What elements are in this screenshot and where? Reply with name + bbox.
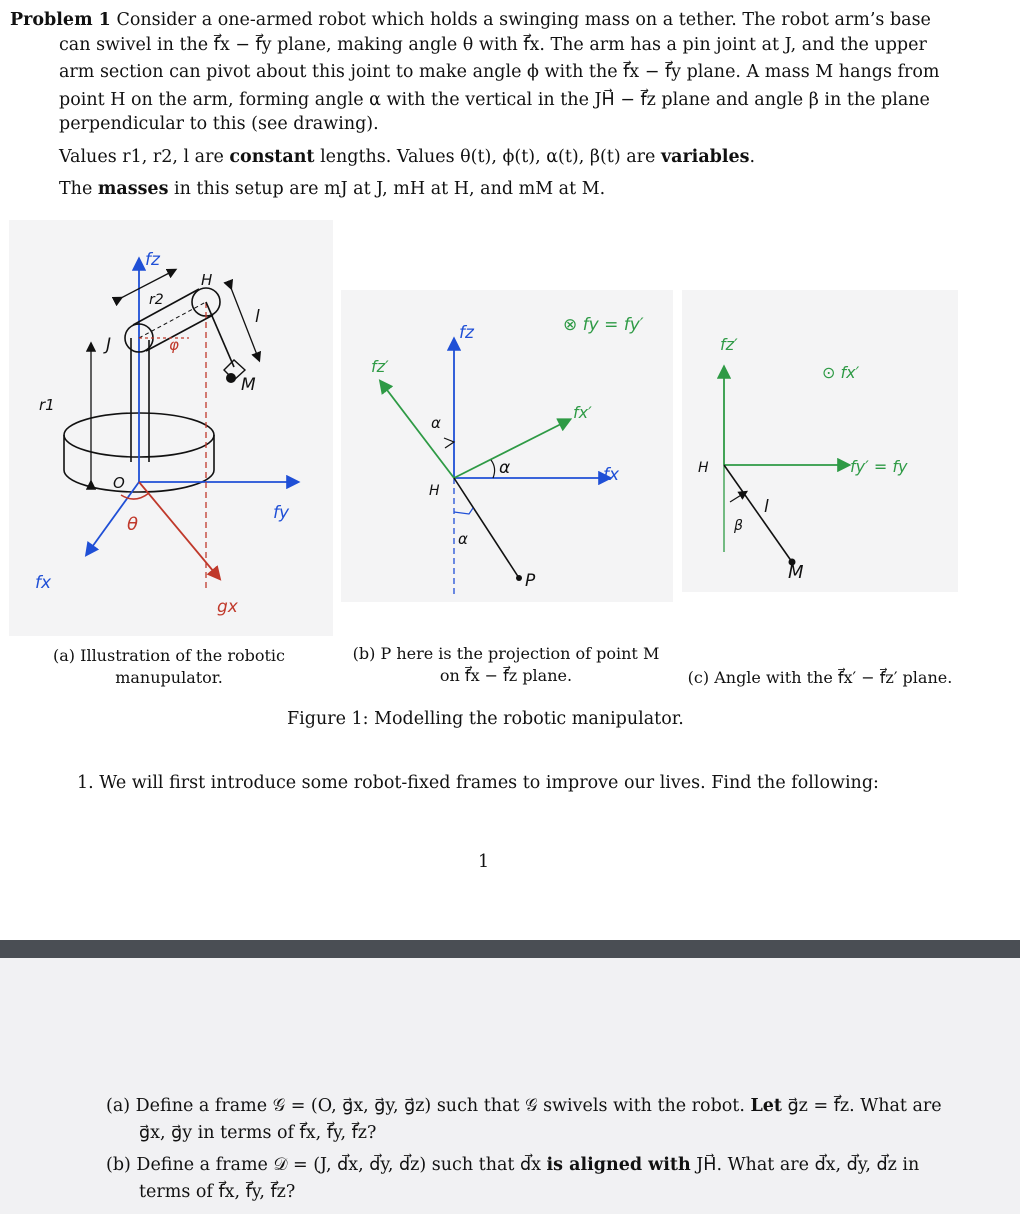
question-intro: 1. We will first introduce some robot-fixed frames to improve our lives. Find the following: xyxy=(77,773,879,793)
subquestion-b-text-a: (b) Define a frame 𝒟 = (J, d⃗x, d⃗y, d⃗z) such that d⃗x xyxy=(106,1155,547,1175)
label-alpha-bottom: α xyxy=(458,530,468,548)
subquestion-b-line-1 xyxy=(106,1153,919,1177)
page-2 xyxy=(0,958,1020,1214)
label-fz: fz xyxy=(145,250,160,270)
problem-text: Consider a one-armed robot which holds a swinging mass on a tether. The robot arm’s base xyxy=(116,10,931,30)
caption-a-line-2: manupulator. xyxy=(115,668,223,687)
figure-b-projection xyxy=(341,290,673,602)
subquestion-b-keyword: is aligned with xyxy=(546,1155,691,1175)
problem-paragraph-line-3: arm section can pivot about this joint to make angle ϕ with the f⃗x − f⃗y plane. A mass M hangs from xyxy=(59,62,940,82)
label-alpha-top: α xyxy=(431,414,441,432)
label-fx-b: fx xyxy=(603,465,620,485)
label-r2: r2 xyxy=(149,292,164,308)
masses-keyword: masses xyxy=(97,179,169,199)
label-fz-b: fz xyxy=(459,323,474,343)
point-p xyxy=(516,575,522,581)
constants-text-c: . xyxy=(749,147,756,167)
problem-paragraph-line-4: point H on the arm, forming angle α with the vertical in the JH⃗ − f⃗z plane and angle β in the plane xyxy=(59,90,930,110)
figure-main-caption: Figure 1: Modelling the robotic manipulator. xyxy=(287,709,684,729)
label-h-b: H xyxy=(429,483,440,499)
figure-a-background xyxy=(9,220,333,636)
caption-b-line-1: (b) P here is the projection of point M xyxy=(352,644,660,663)
label-fy: fy xyxy=(273,503,290,523)
label-fy-prime-equal: fy′ = fy xyxy=(850,457,908,476)
figure-b-background xyxy=(341,290,673,602)
label-fz-prime: fz′ xyxy=(371,357,389,376)
problem-paragraph-line-2: can swivel in the f⃗x − f⃗y plane, making angle θ with f⃗x. The arm has a pin joint at J, and the upper xyxy=(59,35,927,55)
page-separator-bar xyxy=(0,940,1020,958)
subquestion-a-text-a: (a) Define a frame 𝒢 = (O, g⃗x, g⃗y, g⃗z) such that 𝒢 swivels with the robot. xyxy=(106,1096,751,1116)
caption-a-line-1: (a) Illustration of the robotic xyxy=(53,646,285,665)
label-h: H xyxy=(201,271,213,289)
problem-paragraph-line-5: perpendicular to this (see drawing). xyxy=(59,114,379,134)
mass-m-dot xyxy=(226,373,236,383)
subquestion-b-line-2: terms of f⃗x, f⃗y, f⃗z? xyxy=(139,1182,296,1202)
label-m: M xyxy=(241,375,256,395)
caption-b-line-2: on f⃗x − f⃗z plane. xyxy=(439,666,573,685)
label-r1: r1 xyxy=(39,396,55,414)
subquestion-a-text-b: g⃗z = f⃗z. What are xyxy=(782,1096,942,1116)
label-fz-prime-c: fz′ xyxy=(720,335,738,354)
label-fx-prime-dot: ⊙ fx′ xyxy=(822,363,860,382)
label-j: J xyxy=(106,335,112,355)
label-o: O xyxy=(113,474,125,492)
subquestion-b-text-b: JH⃗. What are d⃗x, d⃗y, d⃗z in xyxy=(690,1155,920,1175)
masses-text-a: The xyxy=(59,179,98,199)
label-fx: fx xyxy=(35,573,52,593)
label-phi: φ xyxy=(169,336,179,354)
label-h-c: H xyxy=(698,460,709,476)
constants-text-a: Values r1, r2, l are xyxy=(59,147,230,167)
label-fx-prime: fx′ xyxy=(573,403,592,422)
label-alpha-right: α xyxy=(499,458,511,478)
constant-keyword: constant xyxy=(229,147,315,167)
label-l-c: l xyxy=(764,497,769,517)
variables-keyword: variables xyxy=(660,147,750,167)
caption-c: (c) Angle with the f⃗x′ − f⃗z′ plane. xyxy=(687,668,953,687)
label-gx: gx xyxy=(217,597,238,617)
subquestion-a-line-2: g⃗x, g⃗y in terms of f⃗x, f⃗y, f⃗z? xyxy=(139,1123,377,1143)
figure-a-robot-illustration xyxy=(9,220,333,636)
label-m-c: M xyxy=(788,562,804,583)
label-fy-equal: ⊗ fy = fy′ xyxy=(563,315,644,335)
label-l: l xyxy=(255,307,260,327)
constants-line xyxy=(59,145,755,169)
problem-heading: Problem 1 xyxy=(10,10,111,30)
masses-text-b: in this setup are mJ at J, mH at H, and mM at M. xyxy=(168,179,606,199)
label-p: P xyxy=(525,571,536,591)
label-theta: θ xyxy=(127,514,139,535)
figure-c-beta-angle xyxy=(682,290,958,592)
page-number: 1 xyxy=(478,852,490,872)
subquestion-a-keyword: Let xyxy=(750,1096,783,1116)
label-beta: β xyxy=(734,518,743,534)
masses-line xyxy=(59,177,605,201)
caption-b xyxy=(340,643,672,687)
subquestion-a-line-1 xyxy=(106,1094,942,1118)
problem-paragraph-line-1 xyxy=(10,8,931,32)
constants-text-b: lengths. Values θ(t), ϕ(t), α(t), β(t) are xyxy=(314,147,661,167)
caption-a xyxy=(38,645,300,689)
